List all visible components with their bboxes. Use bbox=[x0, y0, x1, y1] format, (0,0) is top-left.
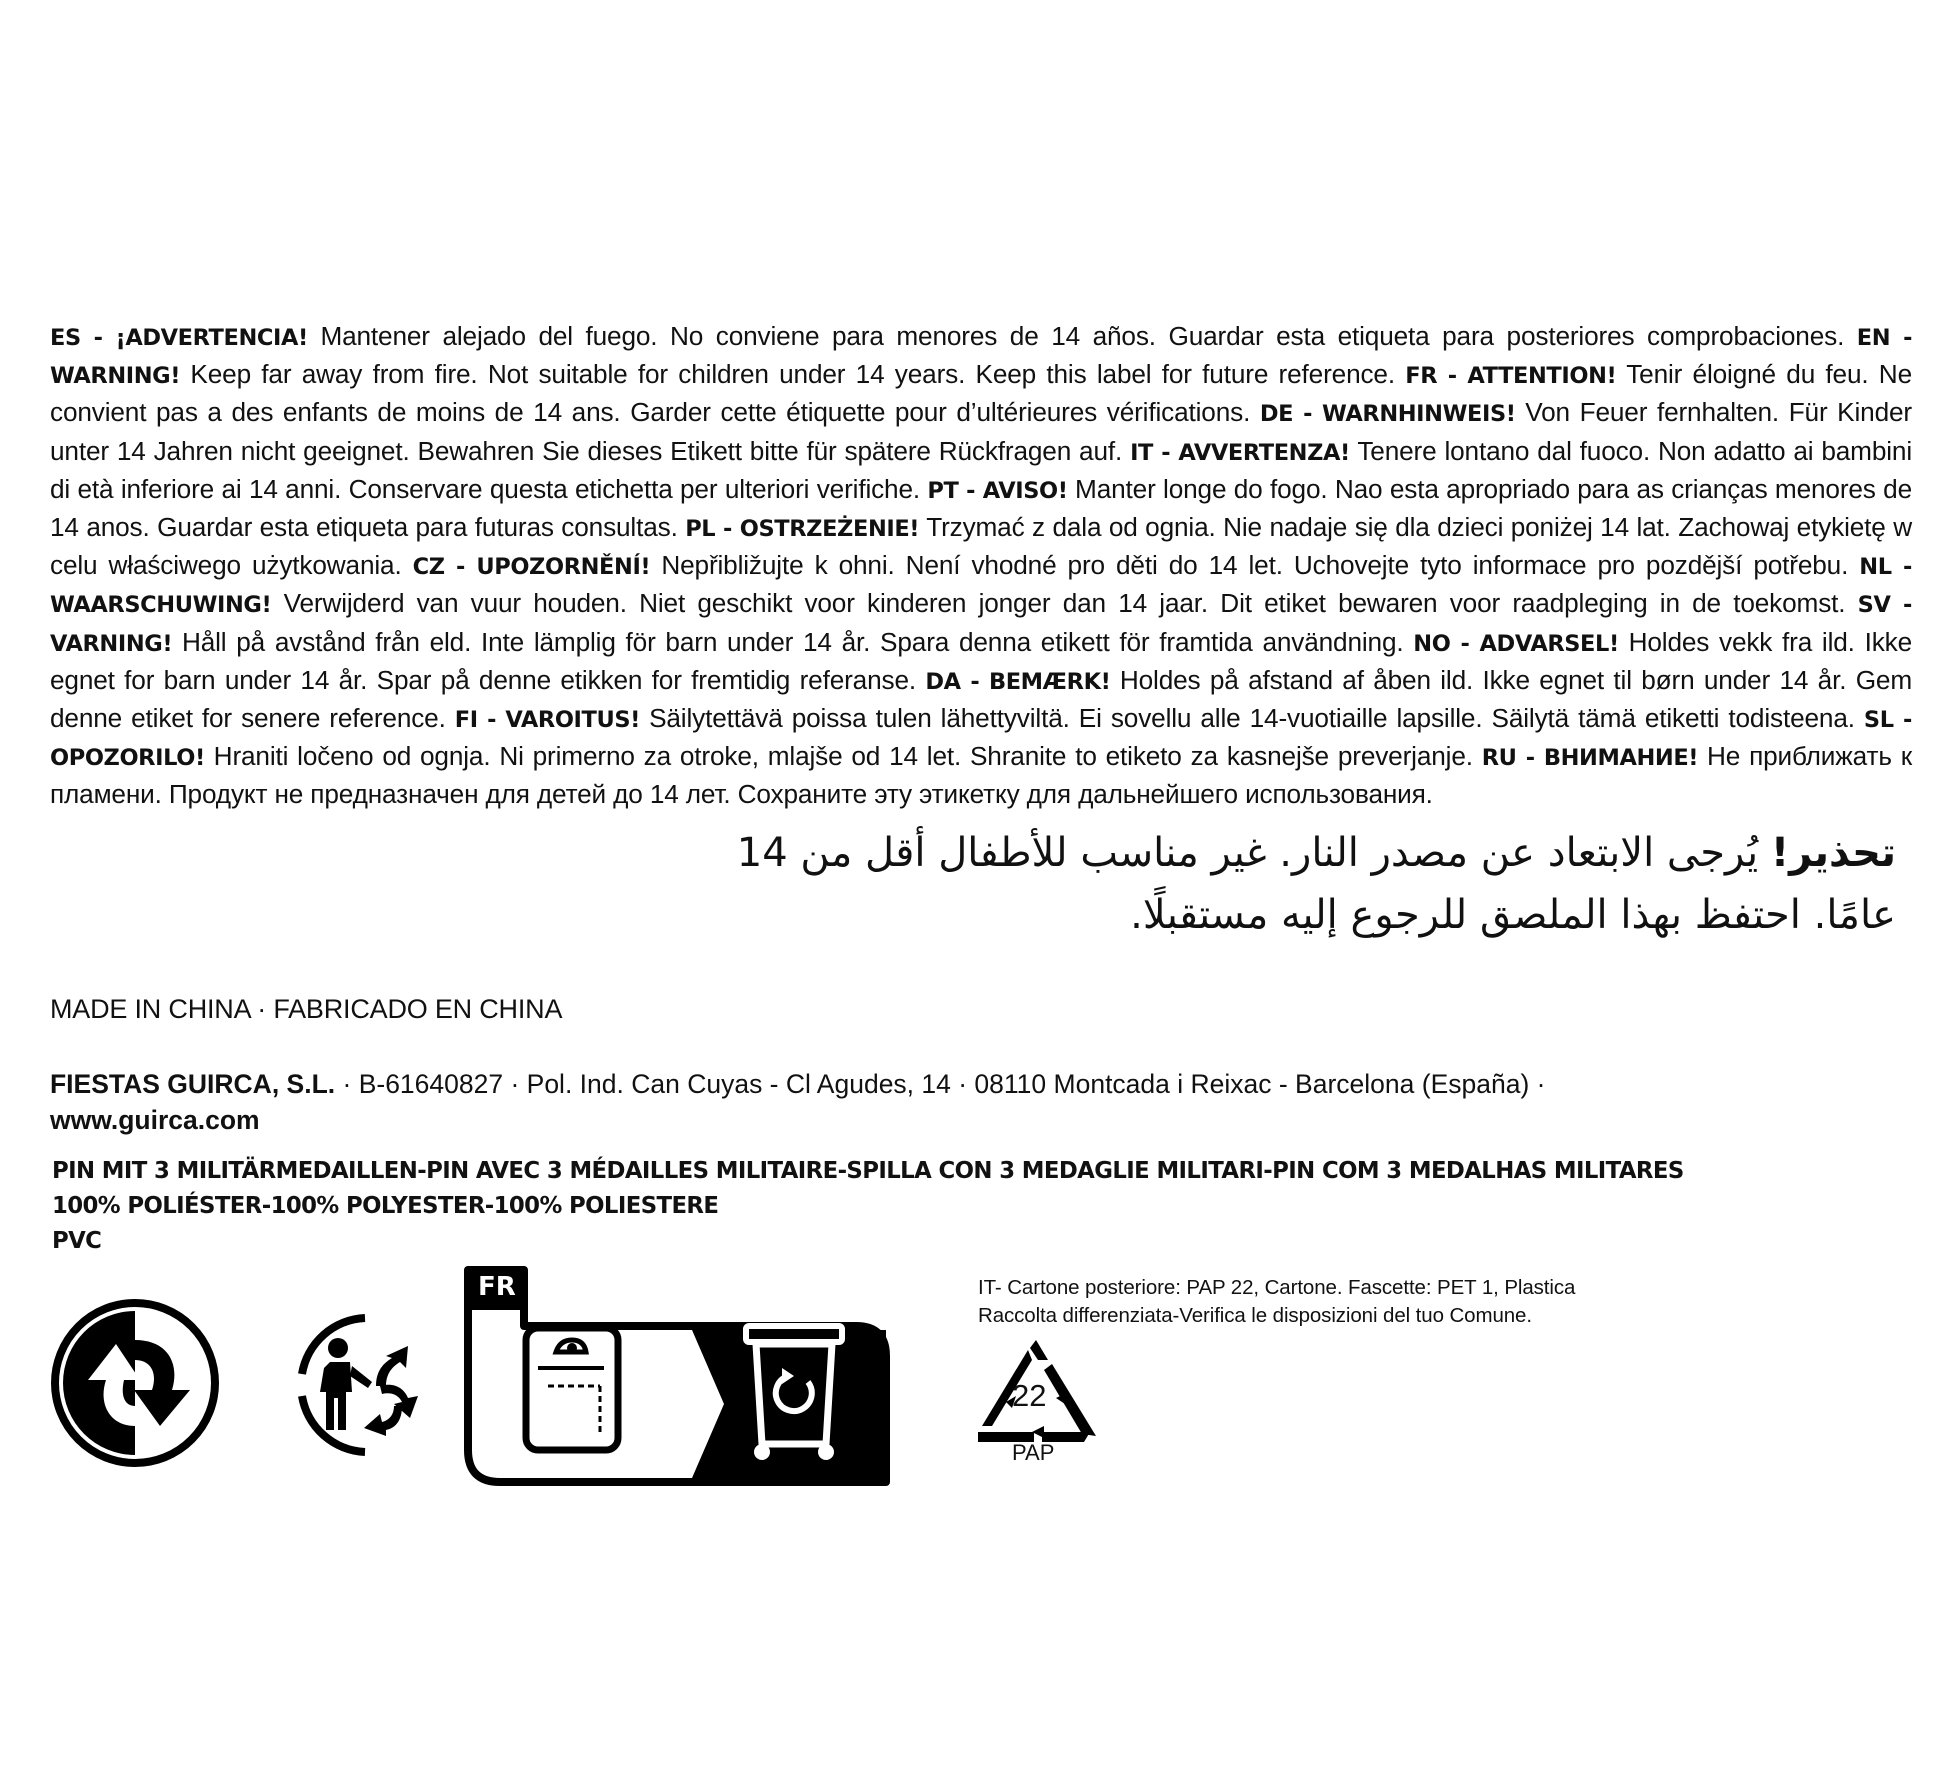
warning-text-nl: Verwijderd van vuur houden. Niet geschikt voor kinderen jonger dan 14 jaar. Dit etiket bewaren voor raadpleging in de toekomst. bbox=[271, 588, 1858, 619]
italian-note-line: IT- Cartone posteriore: PAP 22, Cartone. Fascette: PET 1, Plastica bbox=[978, 1276, 1576, 1299]
warning-code-sl: SL - OPOZORILO! bbox=[50, 707, 1912, 772]
arabic-warning-heading: تحذير! bbox=[1770, 830, 1896, 876]
warning-text-no: Holdes vekk fra ild. Ikke egnet for barn under 14 år. Spar på denne etikken for fremtidig referanse. bbox=[50, 626, 1912, 695]
recycling-bin-icon bbox=[742, 1318, 846, 1464]
resin-code-label: PAP bbox=[1012, 1440, 1055, 1465]
warning-code-cz: CZ - UPOZORNĚNÍ! bbox=[412, 554, 651, 581]
warning-code-sv: SV - VARNING! bbox=[50, 592, 1912, 657]
warning-text-de: Von Feuer fernhalten. Für Kinder unter 14 Jahren nicht geeignet. Bewahren Sie dieses Etikett bitte für spätere Rückfragen auf. bbox=[50, 397, 1912, 466]
multilingual-warnings bbox=[50, 318, 1912, 813]
triman-icon bbox=[290, 1310, 440, 1460]
warning-code-pt: PT - AVISO! bbox=[927, 477, 1068, 504]
italian-note-line: Raccolta differenziata-Verifica le disposizioni del tuo Comune. bbox=[978, 1304, 1532, 1327]
warning-text-cz: Nepřibližujte k ohni. Není vhodné pro děti do 14 let. Uchovejte tyto informace pro pozdější potřebu. bbox=[650, 550, 1860, 581]
warning-text-pl: Trzymać z dala od ognia. Nie nadaje się dla dzieci poniżej 14 lat. Zachowaj etykietę w celu właściwego użytkowania. bbox=[50, 512, 1912, 581]
warning-text-fi: Säilytettävä poissa tulen lähettyviltä. Ei sovellu alle 14-vuotiaille lapsille. Säilytä tämä etiketti todisteena. bbox=[640, 703, 1864, 734]
warning-code-da: DA - BEMÆRK! bbox=[925, 668, 1111, 695]
warning-text-fr: Tenir éloigné du feu. Ne convient pas a des enfants de moins de 14 ans. Garder cette étiquette pour d’ultérieures vérifications. bbox=[50, 359, 1912, 428]
warning-code-it: IT - AVVERTENZA! bbox=[1130, 439, 1350, 466]
warning-code-nl: NL - WAARSCHUWING! bbox=[50, 554, 1912, 619]
warning-code-fi: FI - VAROITUS! bbox=[454, 707, 641, 734]
warning-text-ru: Не приближать к пламени. Продукт не предназначен для детей до 14 лет. Сохраните эту этикетку для дальнейшего использования. bbox=[50, 741, 1912, 810]
green-dot-icon bbox=[50, 1298, 220, 1468]
company-name: FIESTAS GUIRCA, S.L. bbox=[50, 1069, 336, 1099]
warning-code-no: NO - ADVARSEL! bbox=[1413, 630, 1619, 657]
made-in-label: MADE IN CHINA · FABRICADO EN CHINA bbox=[50, 994, 563, 1024]
warning-text-pt: Manter longe do fogo. Nao esta apropriado para as crianças menores de 14 anos. Guardar esta etiqueta para futuras consultas. bbox=[50, 473, 1912, 543]
composition-line: PVC bbox=[52, 1228, 102, 1254]
company-address: · B-61640827 · Pol. Ind. Can Cuyas - Cl Agudes, 14 · 08110 Montcada i Reixac - Barcelona (España) · bbox=[335, 1069, 1546, 1099]
warning-text-sl: Hraniti ločeno od ognja. Ni primerno za otroke, mlajše od 14 let. Shranite to etiketo za kasnejše preverjanje. bbox=[204, 741, 1482, 772]
warning-code-es: ES - ¡ADVERTENCIA! bbox=[50, 325, 308, 351]
warning-code-ru: RU - ВНИМАНИЕ! bbox=[1481, 745, 1699, 772]
product-composition bbox=[52, 1154, 1684, 1259]
composition-line: PIN MIT 3 MILITÄRMEDAILLEN-PIN AVEC 3 MÉDAILLES MILITAIRE-SPILLA CON 3 MEDAGLIE MILITARI-PIN COM 3 MEDALHAS MILITARES bbox=[52, 1158, 1684, 1184]
fr-tag bbox=[468, 1268, 524, 1308]
warning-text-da: Holdes på afstand af åben ild. Ikke egnet til børn under 14 år. Gem denne etiket for senere reference. bbox=[50, 664, 1913, 734]
company-website: www.guirca.com bbox=[50, 1105, 260, 1135]
warning-code-fr: FR - ATTENTION! bbox=[1405, 363, 1617, 390]
warning-code-de: DE - WARNHINWEIS! bbox=[1259, 401, 1516, 428]
warning-text-es: Mantener alejado del fuego. No conviene para menores de 14 años. Guardar esta etiqueta para posteriores comprobaciones. bbox=[307, 321, 1857, 351]
warning-text-en: Keep far away from fire. Not suitable for children under 14 years. Keep this label for future reference. bbox=[180, 359, 1406, 390]
warning-code-en: EN - WARNING! bbox=[50, 325, 1913, 390]
company-info bbox=[50, 1066, 1750, 1138]
fr-tag-label: FR bbox=[478, 1272, 516, 1302]
warning-text-it: Tenere lontano dal fuoco. Non adatto ai bambini di età inferiore ai 14 anni. Conservare questa etichetta per ulteriori verifiche. bbox=[50, 435, 1913, 504]
italian-disposal-note bbox=[978, 1274, 1575, 1330]
resin-code-number: 22 bbox=[1012, 1378, 1047, 1413]
warning-code-pl: PL - OSTRZEŻENIE! bbox=[685, 516, 920, 543]
arabic-warning bbox=[700, 822, 1896, 946]
arabic-warning-text: يُرجى الابتعاد عن مصدر النار. غير مناسب للأطفال أقل من 14 عامًا. احتفظ بهذا الملصق للرجوع إليه مستقبلًا. bbox=[736, 830, 1896, 938]
warning-text-sv: Håll på avstånd från eld. Inte lämplig för barn under 14 år. Spara denna etikett för framtida användning. bbox=[172, 626, 1414, 657]
composition-line: 100% POLIÉSTER-100% POLYESTER-100% POLIESTERE bbox=[52, 1193, 719, 1219]
packaging-card-icon bbox=[520, 1322, 624, 1456]
